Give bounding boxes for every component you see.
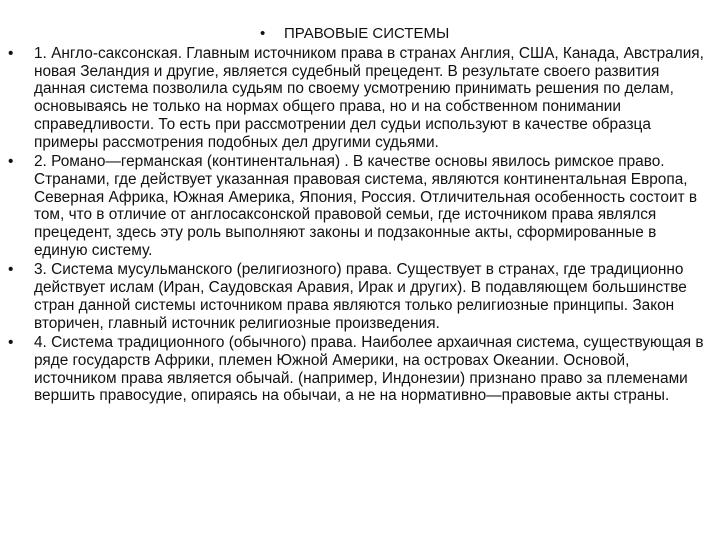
bullet-icon: • bbox=[8, 334, 14, 352]
list-item bbox=[0, 45, 712, 151]
list-item bbox=[0, 261, 712, 332]
slide-title: ПРАВОВЫЕ СИСТЕМЫ bbox=[284, 25, 450, 42]
point-text: 1. Англо-саксонская. Главным источником права в странах Англия, США, Канада, Австралия, новая Зеландия и другие, является судебный прецедент. В результате своего развития данная система позволила судьям по своему усмотрению принимать решения по делам, основываясь не только на нормах общего права, но и на собственном понимании справедливости. То есть при рассмотрении дел судьи используют в качестве образца примеры рассмотрения подобных дел другими судьями. bbox=[34, 45, 704, 151]
point-text: 2. Романо—германская (континентальная) . В качестве основы явилось римское право. Странами, где действует указанная правовая система, являются континентальная Европа, Северная Африка, Южная Америка, Япония, Россия. Отличительная особенность состоит в том, что в отличие от англосаксонской правовой семьи, где источником права являлся прецедент, здесь эту роль выполняют законы и подзаконные акты, сформированные в единую систему. bbox=[34, 153, 698, 259]
point-text: 4. Система традиционного (обычного) права. Наиболее архаичная система, существующая в ряде государств Африки, племен Южной Америки, на островах Океании. Основой, источником права является обычай. (например, Индонезии) признано право за племенами вершить правосудие, опираясь на обычаи, а не на нормативно—правовые акты страны. bbox=[34, 334, 704, 405]
points-list bbox=[0, 45, 712, 407]
point-text: 3. Система мусульманского (религиозного) права. Существует в странах, где традиционно действует ислам (Иран, Саудовская Аравия, Ирак и других). В подавляющем большинстве стран данной системы источником права являются только религиозные принципы. Закон вторичен, главный источник религиозные произведения. bbox=[34, 261, 687, 332]
bullet-icon: • bbox=[8, 45, 14, 62]
list-item bbox=[0, 153, 712, 259]
title-row bbox=[260, 24, 580, 44]
title-bullet: • bbox=[260, 25, 266, 42]
bullet-icon: • bbox=[8, 261, 14, 279]
list-item bbox=[0, 334, 712, 405]
bullet-icon: • bbox=[8, 153, 14, 171]
